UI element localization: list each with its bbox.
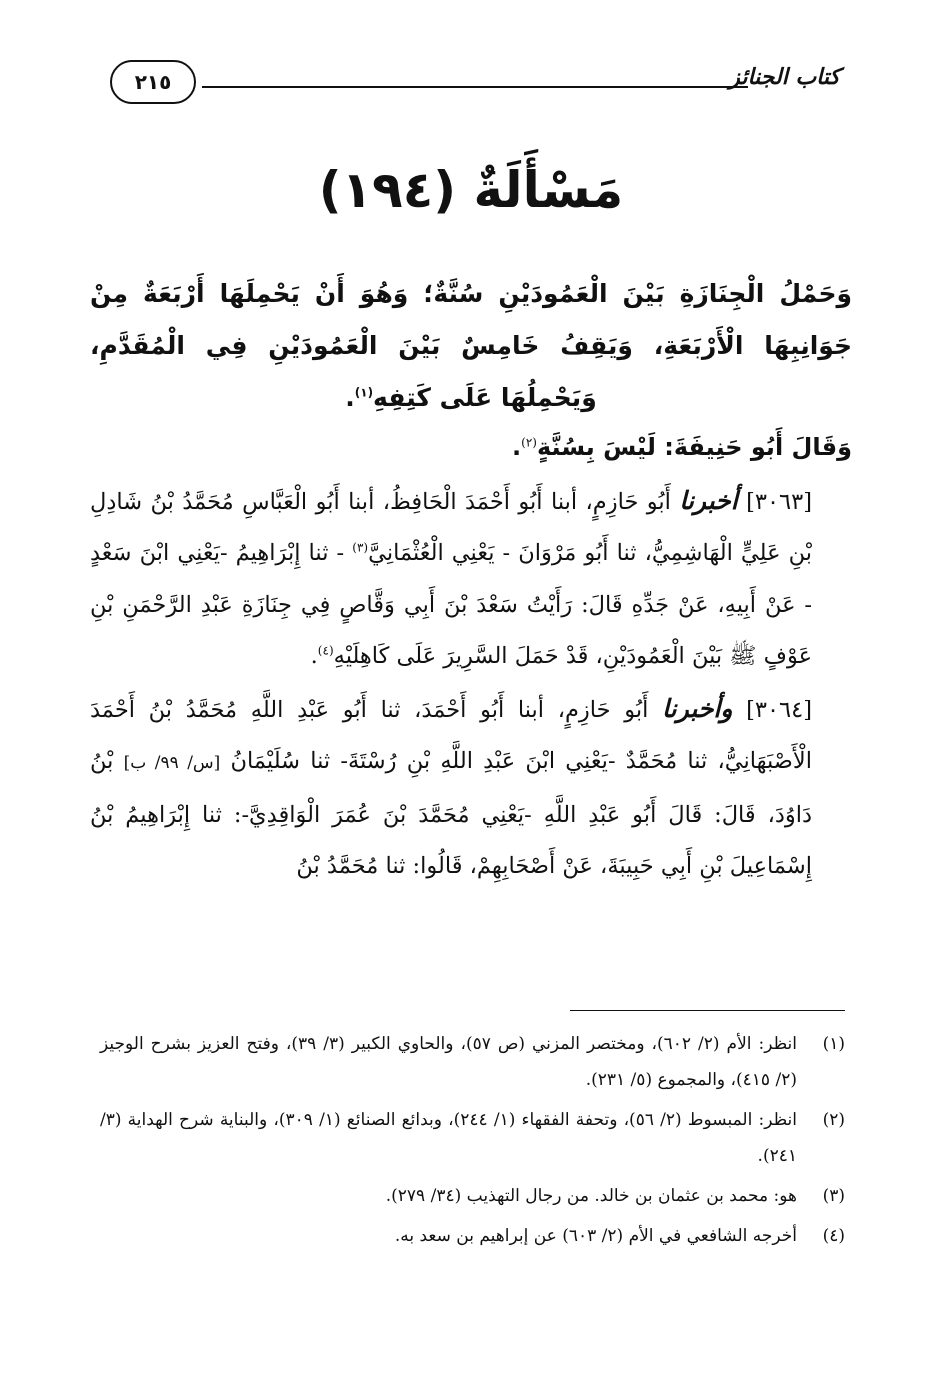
footnote-ref-4[interactable]: (٤) [317, 643, 334, 658]
footnote-number: (٣) [822, 1186, 845, 1206]
running-header [110, 58, 840, 108]
narration-text: بْنُ دَاوُدَ، قَالَ: قَالَ أَبُو عَبْدِ اللَّهِ -يَعْنِي مُحَمَّدَ بْنَ عُمَرَ الْوَاقِدِيَّ-: ثنا إِبْرَاهِيمُ بْنُ إِسْمَاعِيلَ بْنِ أَبِي حَبِيبَةَ، عَنْ أَصْحَابِهِمْ، قَالُوا: ثنا مُحَمَّدُ بْنُ [90, 748, 812, 879]
header-rule [202, 86, 748, 88]
body-text [90, 422, 852, 893]
footnote-text: أخرجه الشافعي في الأم (٢/ ٦٠٣) عن إبراهيم بن سعد به. [394, 1226, 797, 1246]
footnote-separator [570, 1010, 845, 1011]
narration-end: . [310, 643, 318, 669]
footnote-text: هو: محمد بن عثمان بن خالد. من رجال التهذيب (٣٤/ ٢٧٩). [385, 1186, 797, 1206]
wa-akhbarana-label: وأخبرنا [662, 693, 733, 723]
footnote-2 [100, 1102, 845, 1174]
narration-number: [٣٠٦٤] [746, 696, 813, 723]
hanafi-text: وَقَالَ أَبُو حَنِيفَةَ: لَيْسَ بِسُنَّةٍ [536, 433, 852, 461]
masala-statement [90, 268, 852, 424]
footnote-ref-2[interactable]: (٢) [521, 435, 537, 450]
footnote-text: انظر: المبسوط (٢/ ٥٦)، وتحفة الفقهاء (١/ ٢٤٤)، وبدائع الصنائع (١/ ٣٠٩)، والبناية شرح الهداية (٣/ ٢٤١). [100, 1110, 797, 1166]
narration-chain: أَبُو حَازِمٍ، أبنا أَبُو أَحْمَدَ الْحَافِظُ، أبنا أَبُو الْعَبَّاسِ مُحَمَّدُ بْنُ شَادِلِ بْنِ عَلِيٍّ الْهَاشِمِيُّ، ثنا أَبُو مَرْوَانَ - يَعْنِي الْعُثْمَانِيَّ [90, 488, 813, 566]
akhbarana-label: أخبرنا [679, 485, 738, 515]
masala-end: . [345, 383, 355, 412]
manuscript-ref: [س/ ٩٩/ ب] [123, 753, 221, 773]
narration-3064 [90, 683, 852, 893]
footnote-text: انظر: الأم (٢/ ٦٠٢)، ومختصر المزني (ص ٥٧)، والحاوي الكبير (٣/ ٣٩)، وفتح العزيز بشرح الوجيز (٢/ ٤١٥)، والمجموع (٥/ ٢٣١). [100, 1034, 797, 1090]
page-number-badge: ٢١٥ [110, 60, 196, 104]
hanafi-paragraph [90, 422, 852, 475]
footnote-number: (١) [822, 1034, 845, 1054]
footnote-number: (٤) [822, 1226, 845, 1246]
footnote-ref-1[interactable]: (١) [354, 385, 374, 400]
hanafi-end: . [512, 433, 522, 461]
masala-text: وَحَمْلُ الْجِنَازَةِ بَيْنَ الْعَمُودَيْنِ سُنَّةٌ؛ وَهُوَ أَنْ يَحْمِلَهَا أَرْبَعَةٌ مِنْ جَوَانِبِهَا الْأَرْبَعَةِ، وَيَقِفُ خَامِسٌ بَيْنَ الْعَمُودَيْنِ فِي الْمُقَدَّمِ، وَيَحْمِلُهَا عَلَى كَتِفِهِ [90, 279, 852, 412]
footnote-ref-3[interactable]: (٣) [352, 540, 369, 555]
footnote-4 [100, 1218, 845, 1254]
footnote-1 [100, 1026, 845, 1098]
narration-text: - ثنا إِبْرَاهِيمُ -يَعْنِي ابْنَ سَعْدٍ - عَنْ أَبِيهِ، عَنْ جَدِّهِ قَالَ: رَأَيْتُ سَعْدَ بْنَ أَبِي وَقَّاصٍ فِي جِنَازَةِ عَبْدِ الرَّحْمَنِ بْنِ عَوْفٍ ﷺ بَيْنَ الْعَمُودَيْنِ، قَدْ حَمَلَ السَّرِيرَ عَلَى كَاهِلَيْهِ [90, 540, 812, 669]
narration-number: [٣٠٦٣] [746, 488, 812, 515]
narration-chain: أَبُو حَازِمٍ، أبنا أَبُو أَحْمَدَ، ثنا أَبُو عَبْدِ اللَّهِ مُحَمَّدُ بْنُ أَحْمَدَ الْأَصْبَهَانِيُّ، ثنا مُحَمَّدٌ -يَعْنِي ابْنَ عَبْدِ اللَّهِ بْنِ رُسْتَةَ- ثنا سُلَيْمَانُ [90, 696, 812, 774]
section-title: مَسْأَلَةٌ (١٩٤) [318, 161, 624, 219]
footnotes [100, 1026, 845, 1258]
narration-3063 [90, 475, 852, 683]
footnote-number: (٢) [822, 1110, 845, 1130]
footnote-3 [100, 1178, 845, 1214]
header-book-title: كتاب الجنائز [729, 64, 840, 90]
